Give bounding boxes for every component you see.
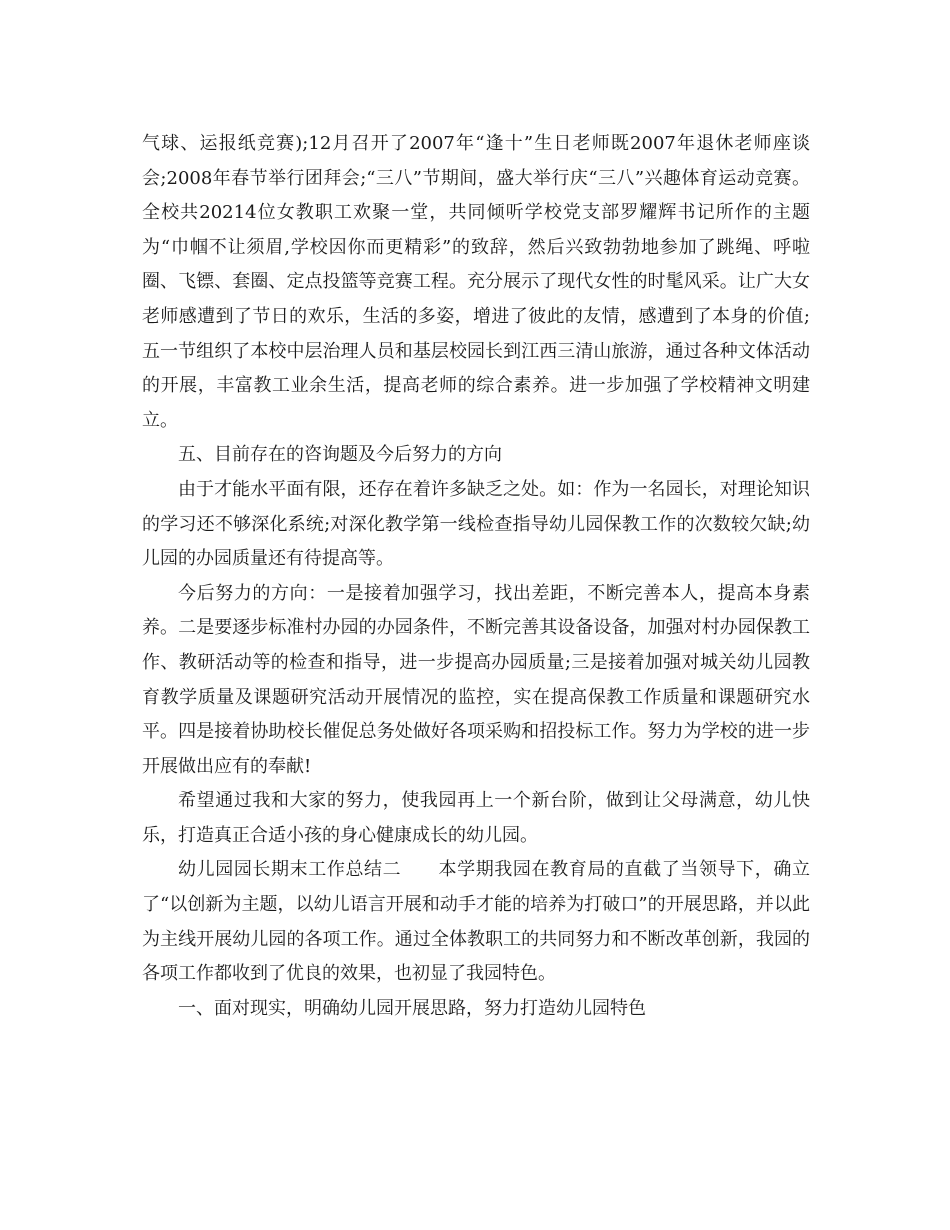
paragraph-future-directions: 今后努力的方向：一是接着加强学习，找出差距，不断完善本人，提高本身素养。二是要逐步标准村办园的办园条件，不断完善其设备设备，加强对村办园保教工作、教研活动等的检查和指导，进一步提高办园质量;三是接着加强对城关幼儿园教育教学质量及课题研究活动开展情况的监控，实在提高保教工作质量和课题研究水平。四是接着协助校长催促总务处做好各项采购和招投标工作。努力为学校的进一步开展做出应有的奉献! bbox=[142, 582, 810, 777]
paragraph-continued: 气球、运报纸竞赛);12月召开了2007年“逢十”生日老师既2007年退休老师座谈会;2008年春节举行团拜会;“三八”节期间，盛大举行庆“三八”兴趣体育运动竞赛。全校共20214位女教职工欢聚一堂，共同倾听学校党支部罗耀辉书记所作的主题为“巾帼不让须眉,学校因你而更精彩”的致辞，然后兴致勃勃地参加了跳绳、呼啦圈、飞镖、套圈、定点投篮等竞赛工程。充分展示了现代女性的时髦风采。让广大女老师感遭到了节日的欢乐，生活的多姿，增进了彼此的友情，感遭到了本身的价值;五一节组织了本校中层治理人员和基层校园长到江西三清山旅游，通过各种文体活动的开展，丰富教工业余生活，提高老师的综合素养。进一步加强了学校精神文明建立。 bbox=[142, 133, 810, 431]
paragraph-summary-two: 幼儿园园长期末工作总结二 本学期我园在教育局的直截了当领导下，确立了“以创新为主题，以幼儿语言开展和动手才能的培养为打破口”的开展思路，并以此为主线开展幼儿园的各项工作。通过全体教职工的共同努力和不断改革创新，我园的各项工作都收到了优良的效果，也初显了我园特色。 bbox=[142, 859, 810, 985]
document-body bbox=[142, 127, 810, 1026]
section-heading-problems-and-directions: 五、目前存在的咨询题及今后努力的方向 bbox=[178, 444, 502, 466]
paragraph-hopes: 希望通过我和大家的努力，使我园再上一个新台阶，做到让父母满意，幼儿快乐，打造真正合适小孩的身心健康成长的幼儿园。 bbox=[142, 790, 810, 846]
paragraph-shortcomings: 由于才能水平面有限，还存在着许多缺乏之处。如：作为一名园长，对理论知识的学习还不够深化系统;对深化教学第一线检查指导幼儿园保教工作的次数较欠缺;幼儿园的办园质量还有待提高等。 bbox=[142, 478, 810, 570]
section-heading-face-reality: 一、面对现实，明确幼儿园开展思路，努力打造幼儿园特色 bbox=[178, 997, 646, 1019]
